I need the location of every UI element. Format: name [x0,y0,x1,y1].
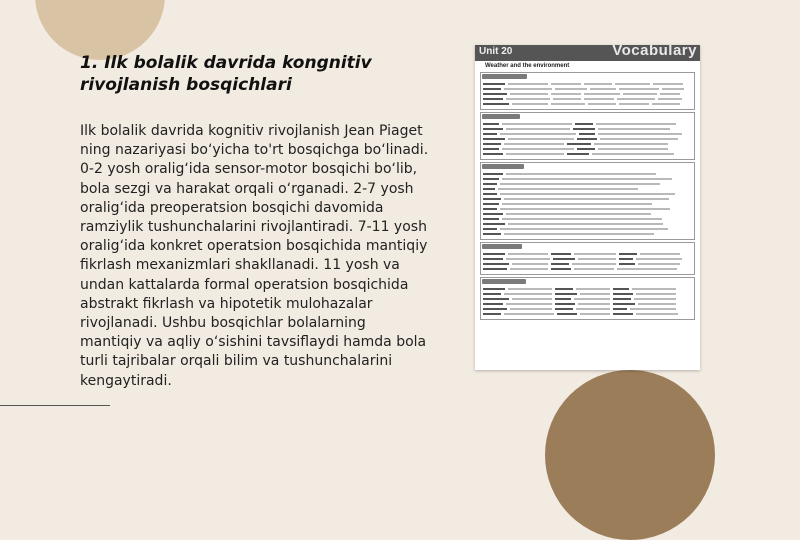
vocab-section-1 [480,72,695,110]
vocab-section-3 [480,162,695,240]
vocab-section-2 [480,112,695,160]
vocabulary-heading: Vocabulary [612,45,697,59]
slide-body-text: Ilk bolalik davrida kognitiv rivojlanish Jean Piaget ning nazariyasi bo‘yicha to'rt bosqichga bo‘linadi. 0-2 yosh oralig‘ida sensor-motor bosqichi bo‘lib, bola sezgi va harakat orqali o‘rganadi. 2-7 yosh oralig‘ida preoperatsion bosqichi davomida ramziylik tushunchalarini rivojlantiradi. 7-11 yosh oralig‘ida konkret operatsion bosqichida mantiqiy fikrlash mexanizmlari shakllanadi. 11 yosh va undan kattalarda formal operatsion bosqichida abstrakt fikrlash va hipotetik mulohazalar rivojlanadi. Ushbu bosqichlar bolalarning mantiqiy va aqliy o‘sishini tavsiflaydi hamda bola turli tajribalar orqali bilim va tushunchalarini kengaytiradi. [80,123,429,389]
vocab-section-5 [480,277,695,320]
unit-label: Unit 20 [479,46,513,57]
decorative-circle-top [35,0,165,60]
vocabulary-page-image [475,45,700,370]
divider-line [0,405,110,406]
vocabulary-subtitle: Weather and the environment [485,63,570,69]
vocabulary-page-header [475,45,700,61]
slide-title: 1. Ilk bolalik davrida kongnitiv rivojlanish bosqichlari [80,53,372,95]
vocab-section-4 [480,242,695,275]
decorative-circle-bottom [545,370,715,540]
